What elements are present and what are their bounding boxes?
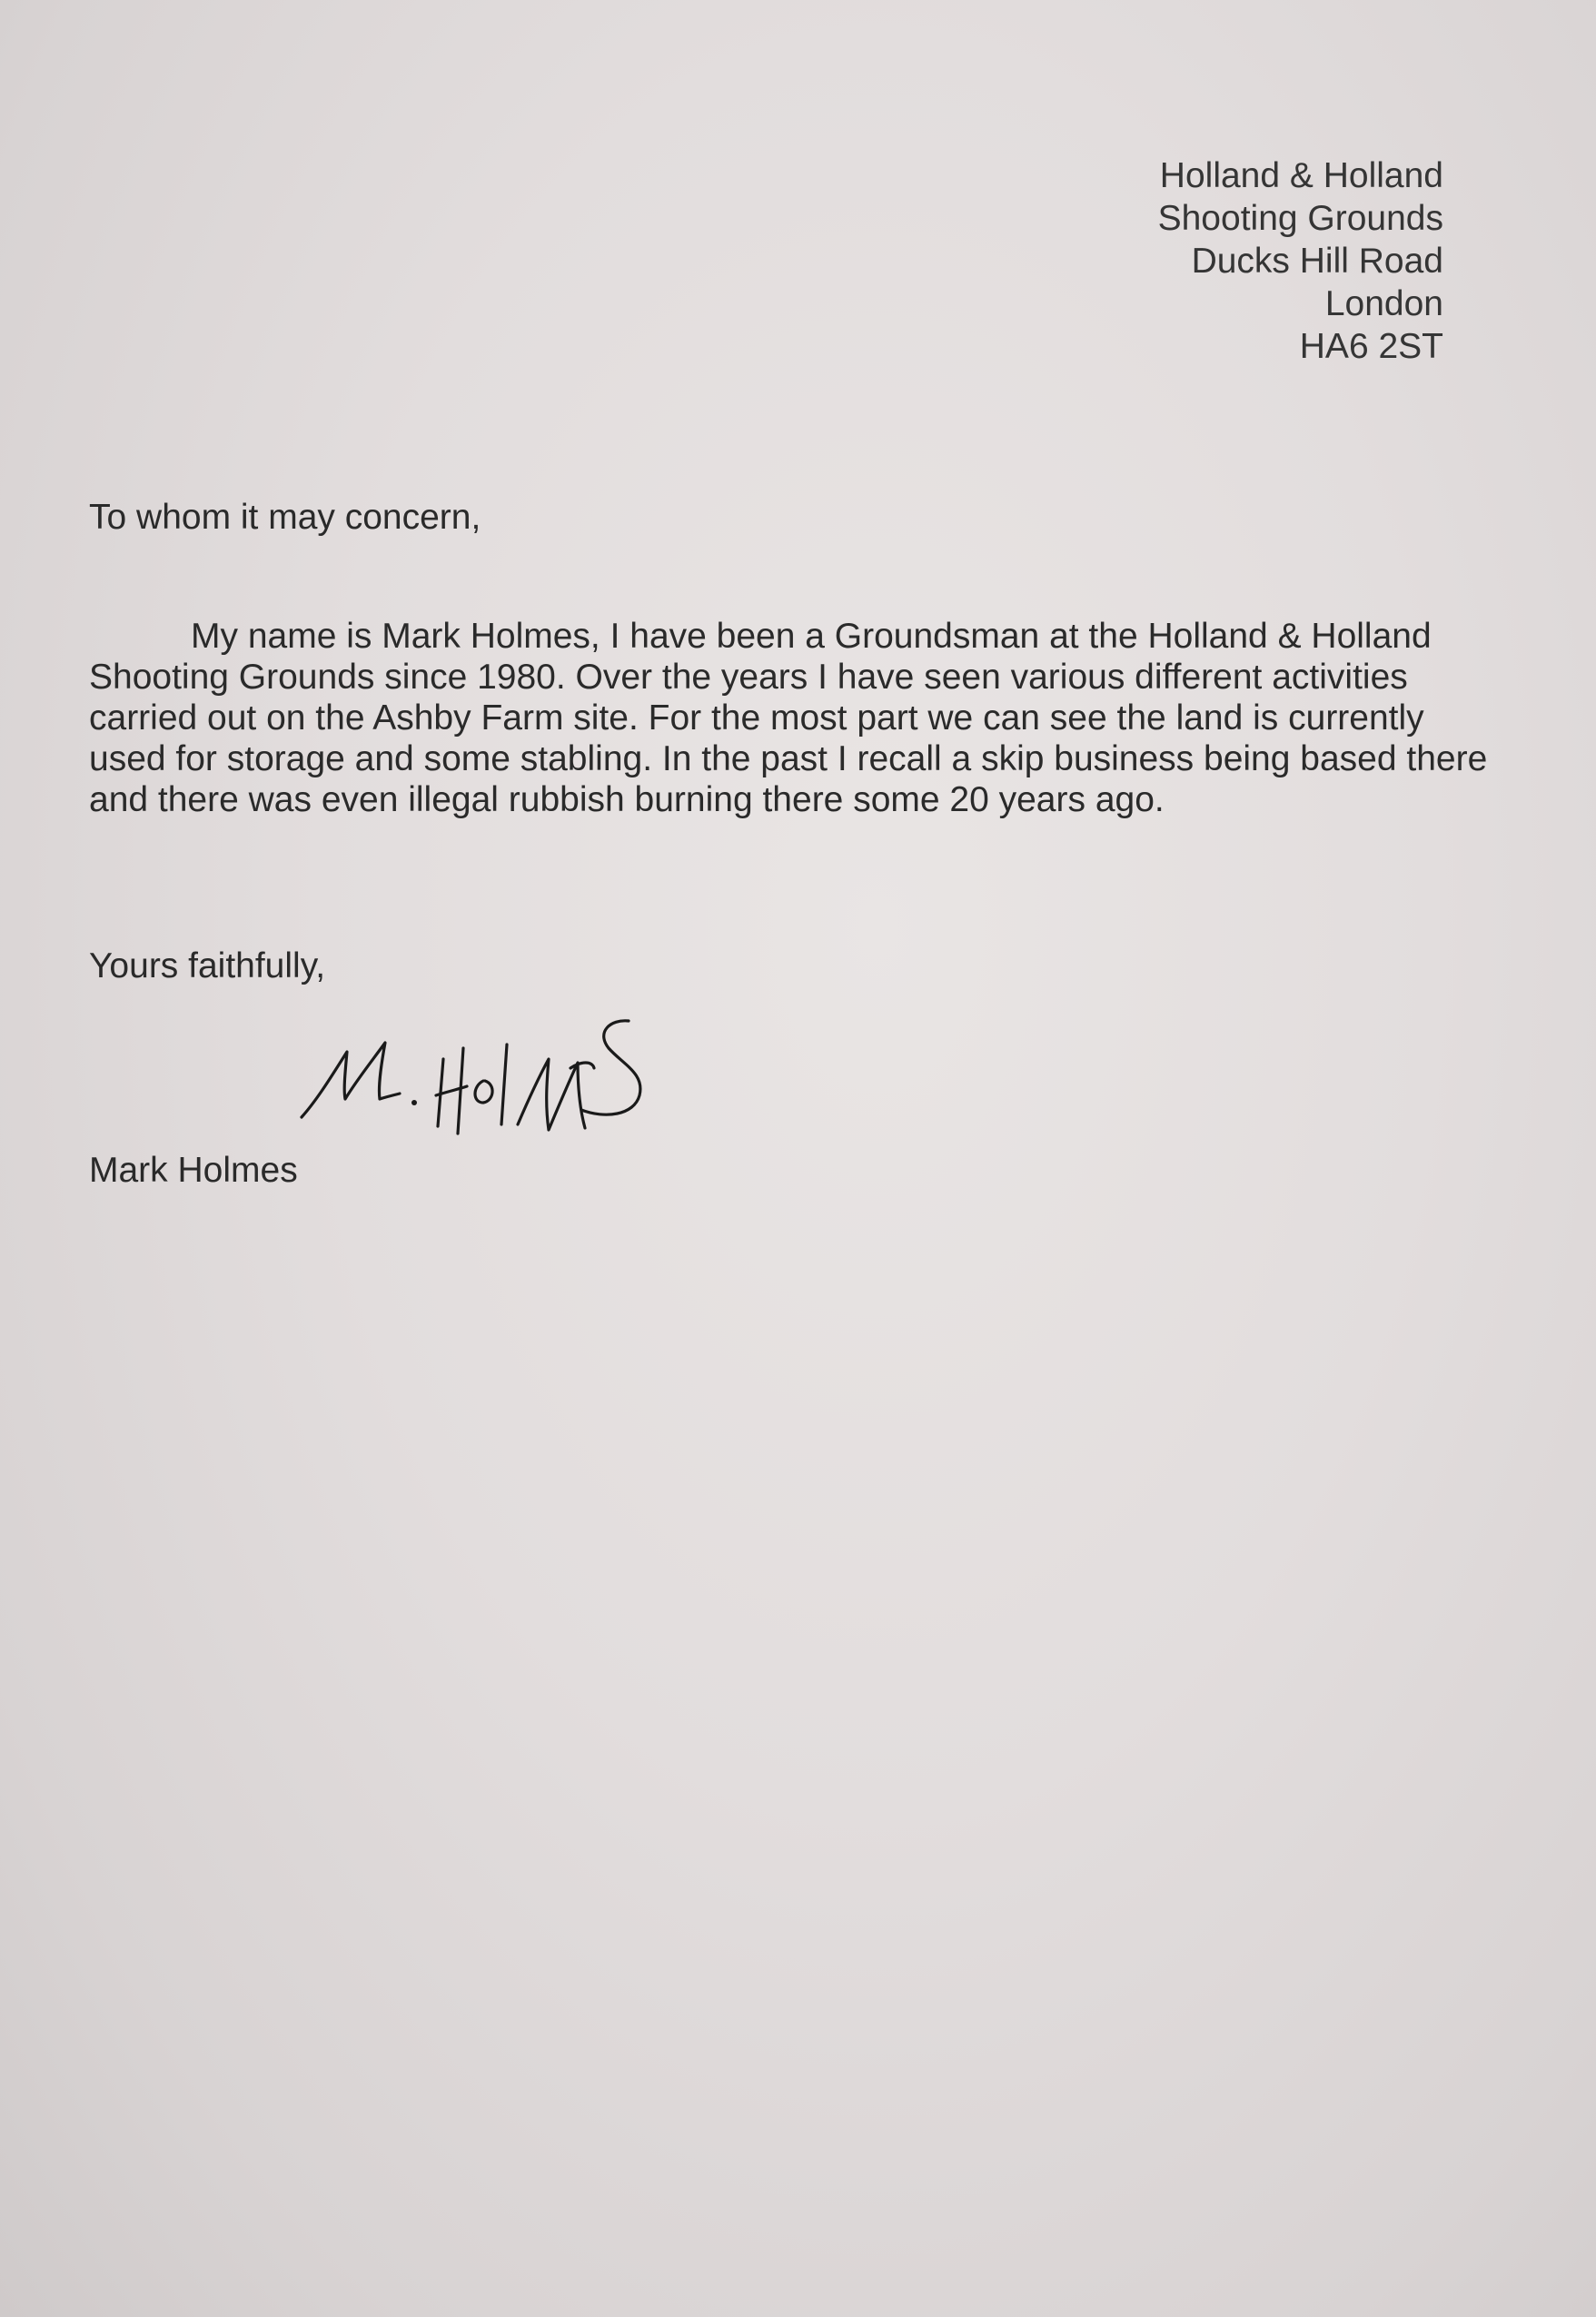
address-line: London [1324,284,1443,323]
address-line: Holland & Holland [1159,156,1443,195]
body-line: Shooting Grounds since 1980. Over the years I have seen various different activities [89,658,1408,697]
address-line: Ducks Hill Road [1191,242,1443,281]
sender-address [1158,154,1443,368]
address-line: Shooting Grounds [1157,199,1443,238]
signer-name: Mark Holmes [89,1151,298,1190]
letter-body [89,616,1488,820]
handwritten-signature [291,1008,709,1172]
salutation: To whom it may concern, [89,498,481,537]
body-line: used for storage and some stabling. In the past I recall a skip business being based there [89,739,1488,778]
body-line: and there was even illegal rubbish burning there some 20 years ago. [89,780,1165,819]
closing: Yours faithfully, [89,946,326,985]
address-postcode: HA6 2ST [1299,327,1443,366]
body-line: carried out on the Ashby Farm site. For the most part we can see the land is currently [89,698,1424,738]
body-line: My name is Mark Holmes, I have been a Groundsman at the Holland & Holland [191,617,1432,656]
